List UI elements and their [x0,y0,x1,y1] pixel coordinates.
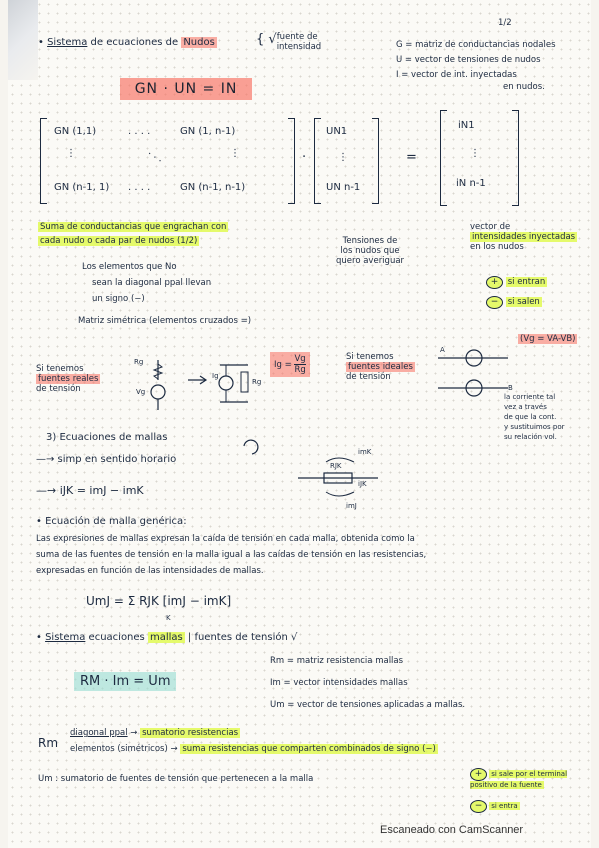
formula-mallas: RM · Im = Um [74,672,176,691]
ecuacion-generica-heading: • Ecuación de malla genérica: [36,516,187,527]
def-um: Um = vector de tensiones aplicadas a mallas. [270,700,466,710]
def-i-cont: en nudos. [503,82,545,92]
def-i: I = vector de int. inyectadas [396,70,517,80]
notebook-page [8,0,591,848]
imj-label: imJ [346,502,357,510]
def-im: Im = vector intensidades mallas [270,678,408,688]
relation-ijk: —→ iJK = imJ − imK [36,484,144,497]
def-g: G = matriz de conductancias nodales [396,40,556,50]
vg-label: Vg [136,388,146,396]
ig-formula: Ig = $\frac{Vg}{Rg}$ [270,352,310,377]
sistema-word: Sistema [47,37,88,48]
elementos-note-2: sean la diagonal ppal llevan [92,278,212,288]
camscanner-watermark: Escaneado con CamScanner [380,824,524,836]
equals-sign: = [406,150,417,165]
ig-label: Ig [212,372,219,380]
g1n: GN (1, n-1) [180,126,236,137]
signo-salen: − si salen [486,296,542,309]
gnn: GN (n-1, n-1) [180,182,246,193]
mallas-paragraph-3: expresadas en función de las intensidades de mallas. [36,566,264,576]
dot-operator: · [302,150,307,165]
sentido-horario: —→ simp en sentido horario [36,454,177,465]
nudos-highlight: Nudos [183,37,215,48]
suma-conductancias-2: cada nudo o cada par de nudos (1/2) [40,236,198,246]
um-minus: − si entra [470,800,520,813]
rg-label-2: Rg [252,378,262,386]
in: iN n-1 [456,178,486,189]
mallas-paragraph-2: suma de las fuentes de tensión en la malla igual a las caídas de tensión en las resistencias, [36,550,427,560]
um-plus: + si sale por el terminal positivo de la fuente [470,769,568,789]
rm-elementos-line: elementos (simétricos) → suma resistencias que comparten combinados de signo (−) [70,744,436,754]
ijk-label: iJK [358,480,367,488]
signo-entran: + si entran [486,276,547,289]
vg-formula: (Vg = VA-VB) [520,334,576,344]
vdots-left: ⋮ [66,148,76,159]
tensiones-note: Tensiones de los nudos que quero averiguar [336,236,405,266]
elementos-note-3: un signo (−) [92,294,145,304]
formula-umj: UmJ = Σ RJK [imJ − imK] [86,594,232,608]
rm-diag-line: diagonal ppal → sumatorio resistencias [70,728,239,738]
formula-nudos: GN · UN = IN [120,78,252,100]
i1: iN1 [458,120,475,131]
rm-label: Rm [38,736,59,750]
mallas-heading: 3) Ecuaciones de mallas [46,432,168,443]
mallas-system-heading: • Sistema ecuaciones mallas | fuentes de tensión √ [36,632,298,643]
node-b: B [508,384,513,392]
def-rm: Rm = matriz resistencia mallas [270,656,404,666]
vdots-right: ⋮ [230,148,240,159]
gn1: GN (n-1, 1) [54,182,110,193]
ideal-note: la corriente tal vez a través de que la cont. y sustituimos por su relación vol. [504,393,565,441]
rjk-label: RJK [330,462,342,470]
fuentes-reales-note: Si tenemos fuentes reales de tensión [36,364,99,394]
fuente-intensidad-note: { √fuente de intensidad [256,32,322,52]
def-u: U = vector de tensiones de nudos [396,55,541,65]
matriz-simetrica: Matriz simétrica (elementos cruzados =) [78,316,252,326]
um-line: Um : sumatorio de fuentes de tensión que pertenecen a la malla [38,774,314,784]
de-ecuaciones-text: de ecuaciones de [90,37,179,48]
suma-conductancias-1: Suma de conductancias que engrachan con [40,222,227,232]
dots-bottom: . . . . [128,182,151,193]
sum-index: K [166,614,171,622]
mallas-paragraph-1: Las expresiones de mallas expresan la caída de tensión en cada malla, obtenida como la [36,534,415,544]
i-vdots: ⋮ [470,148,480,159]
fuentes-ideales-note: Si tenemos fuentes ideales de tensión [346,352,413,382]
g11: GN (1,1) [54,126,97,137]
diag-dots: . . . [146,146,166,165]
imk-label: imK [358,448,372,456]
vector-note: vector de intensidades inyectadas en los nudos [470,222,576,252]
half-label: 1/2 [498,18,512,28]
un: UN n-1 [326,182,361,193]
dots-top: . . . . [128,126,151,137]
node-a: A [440,346,445,354]
u1: UN1 [326,126,348,137]
nudos-heading: • Sistema de ecuaciones de Nudos [38,37,215,48]
elementos-note-1: Los elementos que No [82,262,177,272]
rg-label: Rg [134,358,144,366]
u-vdots: ⋮ [338,152,348,163]
